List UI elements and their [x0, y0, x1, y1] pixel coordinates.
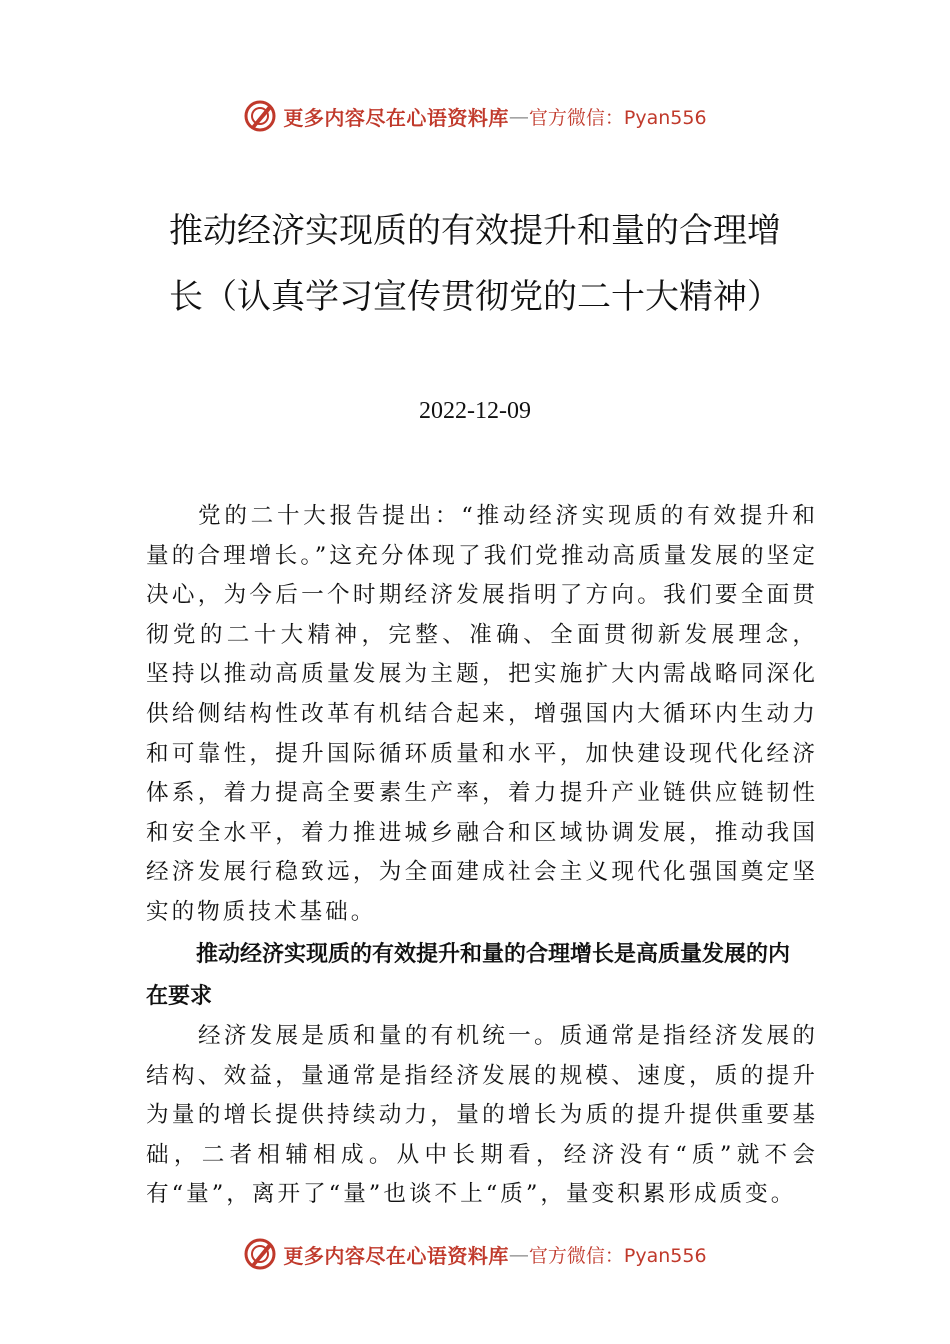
section-heading: 推动经济实现质的有效提升和量的合理增长是高质量发展的内在要求 — [146, 942, 791, 1009]
document-date: 2022-12-09 — [419, 398, 531, 424]
banner-contact: 官方微信：Pyan556 — [528, 106, 707, 129]
footer-banner — [0, 1234, 950, 1274]
banner-separator: — — [508, 1242, 529, 1266]
banner-text: 更多内容尽在心语资料库 — [283, 105, 509, 130]
document-title: 推动经济实现质的有效提升和量的合理增长（认真学习宣传贯彻党的二十大精神） — [169, 211, 781, 317]
pen-logo-icon — [243, 1237, 277, 1271]
header-banner — [0, 96, 950, 136]
pen-logo-icon — [243, 99, 277, 133]
banner-text: 更多内容尽在心语资料库 — [283, 1243, 509, 1268]
banner-contact: 官方微信：Pyan556 — [528, 1244, 707, 1267]
banner-separator: — — [508, 104, 529, 128]
paragraph-intro: 党的二十大报告提出：“推动经济实现质的有效提升和量的合理增长。”这充分体现了我们党推动高质量发展的坚定决心，为今后一个时期经济发展指明了方向。我们要全面贯彻党的二十大精神，完整、准确、全面贯彻新发展理念， 坚持以推动高质量发展为主题，把实施扩大内需战略同深化供给侧结构性改革有机结合起来，增强国内大循环内生动力和可靠性，提升国际循环质量和水平，加快建设现代化经济体系，着力提高全要素生产率，着力提升产业链供应链韧性和安全水平，着力推进城乡融合和区域协调发展，推动我国经济发展行稳致远，为全面建成社会主义现代化强国奠定坚实的物质技术基础。 — [146, 503, 818, 925]
paragraph-body: 经济发展是质和量的有机统一。质通常是指经济发展的结构、效益，量通常是指经济发展的规模、速度，质的提升为量的增长提供持续动力，量的增长为质的提升提供重要基础，二者相辅相成。从中长期看，经济没有“质”就不会有“量”，离开了“量”也谈不上“质”，量变积累形成质变。 — [146, 1023, 818, 1208]
